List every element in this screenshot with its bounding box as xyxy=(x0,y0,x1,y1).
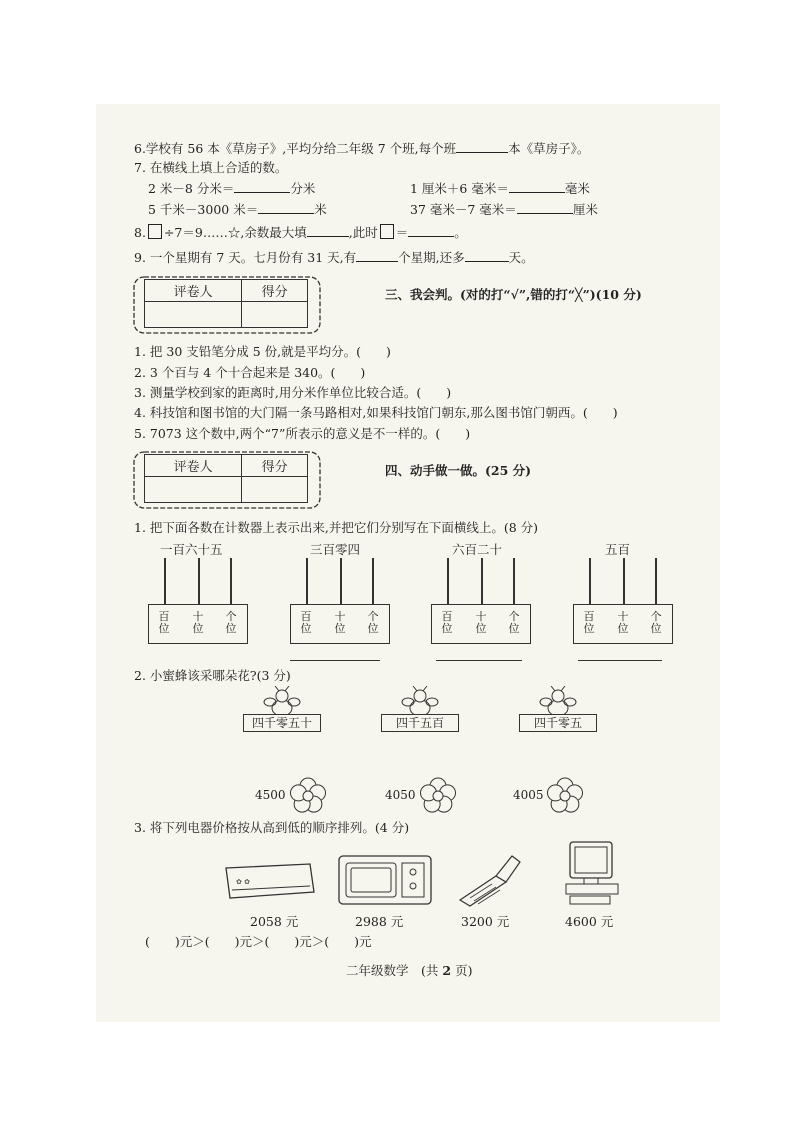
place-label xyxy=(440,611,454,635)
grader-header: 评卷人 xyxy=(145,280,242,302)
answer-blank[interactable] xyxy=(258,201,314,214)
answer-blank[interactable] xyxy=(234,180,290,193)
answer-blank[interactable] xyxy=(456,140,508,153)
place-label xyxy=(157,611,171,635)
place-top: 十 xyxy=(334,610,346,623)
place-label xyxy=(299,611,313,635)
place-top: 百 xyxy=(158,610,170,623)
q8-end: 。 xyxy=(454,225,467,240)
answer-blank[interactable] xyxy=(307,224,349,237)
place-label xyxy=(191,611,205,635)
section-4-q3: 3. 将下列电器价格按从高到低的顺序排列。(4 分) xyxy=(134,820,410,835)
place-bottom: 位 xyxy=(225,622,237,635)
price-3: 3200 元 xyxy=(461,914,510,929)
abacus-rod xyxy=(655,558,657,604)
microwave-icon xyxy=(336,852,434,908)
abacus-rod xyxy=(372,558,374,604)
expr: 2 米－8 分米＝ xyxy=(148,181,235,196)
question-7-row1a xyxy=(148,180,315,197)
grader-header: 评卷人 xyxy=(145,455,242,477)
question-8 xyxy=(134,224,467,241)
unit: 毫米 xyxy=(564,181,590,196)
air-conditioner-icon xyxy=(222,862,316,902)
answer-line[interactable] xyxy=(290,660,380,661)
answer-line[interactable] xyxy=(578,660,662,661)
judge-item-4: 4. 科技馆和图书馆的大门隔一条马路相对,如果科技馆门朝东,那么图书馆门朝西。( ) xyxy=(134,405,618,420)
place-top: 百 xyxy=(300,610,312,623)
place-top: 百 xyxy=(441,610,453,623)
place-top: 十 xyxy=(192,610,204,623)
flower-value-2: 4050 xyxy=(385,788,416,802)
answer-blank[interactable] xyxy=(465,249,509,262)
place-label xyxy=(474,611,488,635)
place-label xyxy=(649,611,663,635)
price-2: 2988 元 xyxy=(355,914,404,929)
flower-value-3: 4005 xyxy=(513,788,544,802)
score-box xyxy=(130,448,324,512)
bee-card-1[interactable]: 四千零五十 xyxy=(243,714,321,732)
judge-item-2: 2. 3 个百与 4 个十合起来是 340。( ) xyxy=(134,365,366,380)
mobile-phone-icon xyxy=(456,852,522,908)
question-7-row2b xyxy=(410,201,598,218)
q8-num: 8. xyxy=(134,225,146,240)
flower-value-1: 4500 xyxy=(255,788,286,802)
bee-card-3[interactable]: 四千零五 xyxy=(519,714,597,732)
q8-text: ÷7＝9……☆,余数最大填 xyxy=(163,225,307,240)
expr: 5 千米－3000 米＝ xyxy=(148,202,259,217)
expr: 37 毫米－7 毫米＝ xyxy=(410,202,517,217)
footer-page-count: 2 xyxy=(442,963,452,978)
answer-blank[interactable] xyxy=(408,224,454,237)
question-6-text-end: 本《草房子》。 xyxy=(508,141,590,156)
place-bottom: 位 xyxy=(441,622,453,635)
abacus-label-2: 三百零四 xyxy=(310,542,361,557)
abacus-rod xyxy=(306,558,308,604)
question-6-text: 6.学校有 56 本《草房子》,平均分给二年级 7 个班,每个班 xyxy=(134,141,457,156)
section-4-title: 四、动手做一做。(25 分) xyxy=(385,463,532,478)
answer-box[interactable] xyxy=(148,224,162,239)
question-6 xyxy=(134,140,589,157)
place-bottom: 位 xyxy=(300,622,312,635)
score-cell[interactable] xyxy=(242,477,308,503)
order-answer[interactable]: ( )元＞( )元＞( )元＞( )元 xyxy=(145,934,372,949)
svg-text:✿ ✿: ✿ ✿ xyxy=(236,878,250,886)
q8-text2: ,此时 xyxy=(348,225,378,240)
place-label xyxy=(582,611,596,635)
question-7-row1b xyxy=(410,180,590,197)
flower-icon[interactable] xyxy=(288,776,328,816)
place-top: 个 xyxy=(508,610,520,623)
place-bottom: 位 xyxy=(617,622,629,635)
abacus-rod xyxy=(589,558,591,604)
unit: 分米 xyxy=(290,181,316,196)
answer-blank[interactable] xyxy=(509,180,565,193)
section-4-q1: 1. 把下面各数在计数器上表示出来,并把它们分别写在下面横线上。(8 分) xyxy=(134,520,539,535)
place-top: 十 xyxy=(617,610,629,623)
footer-page-suffix: 页) xyxy=(455,963,473,978)
score-table xyxy=(144,454,308,503)
grader-cell[interactable] xyxy=(145,477,242,503)
abacus-3[interactable] xyxy=(431,604,531,644)
score-header: 得分 xyxy=(242,280,308,302)
answer-blank[interactable] xyxy=(517,201,573,214)
abacus-rod xyxy=(481,558,483,604)
price-4: 4600 元 xyxy=(565,914,614,929)
abacus-label-1: 一百六十五 xyxy=(160,542,223,557)
footer xyxy=(346,963,472,979)
question-7-row2a xyxy=(148,201,327,218)
place-top: 个 xyxy=(650,610,662,623)
flower-icon[interactable] xyxy=(545,776,585,816)
footer-page-prefix: (共 xyxy=(421,963,439,978)
section-4-q2: 2. 小蜜蜂该采哪朵花?(3 分) xyxy=(134,668,291,683)
section-3-title: 三、我会判。(对的打“√”,错的打“╳”)(10 分) xyxy=(385,287,642,302)
place-top: 十 xyxy=(475,610,487,623)
abacus-rod xyxy=(230,558,232,604)
abacus-rod xyxy=(513,558,515,604)
q8-eq: ＝ xyxy=(395,225,409,240)
judge-item-5: 5. 7073 这个数中,两个“7”所表示的意义是不一样的。( ) xyxy=(134,426,471,441)
q9-end: 天。 xyxy=(508,250,534,265)
place-top: 个 xyxy=(367,610,379,623)
abacus-4[interactable] xyxy=(573,604,673,644)
q9-text: 9. 一个星期有 7 天。七月份有 31 天,有 xyxy=(134,250,357,265)
score-cell[interactable] xyxy=(242,302,308,328)
abacus-rod xyxy=(198,558,200,604)
score-box xyxy=(130,273,324,337)
place-bottom: 位 xyxy=(367,622,379,635)
place-label xyxy=(507,611,521,635)
place-bottom: 位 xyxy=(583,622,595,635)
place-label xyxy=(366,611,380,635)
place-label xyxy=(616,611,630,635)
place-label xyxy=(224,611,238,635)
question-9 xyxy=(134,249,534,266)
place-top: 个 xyxy=(225,610,237,623)
place-bottom: 位 xyxy=(334,622,346,635)
judge-item-1: 1. 把 30 支铅笔分成 5 份,就是平均分。( ) xyxy=(134,344,391,359)
score-header: 得分 xyxy=(242,455,308,477)
abacus-1[interactable] xyxy=(148,604,248,644)
place-bottom: 位 xyxy=(650,622,662,635)
computer-icon xyxy=(564,840,620,910)
place-label xyxy=(333,611,347,635)
place-bottom: 位 xyxy=(192,622,204,635)
abacus-label-3: 六百二十 xyxy=(452,542,503,557)
flower-icon[interactable] xyxy=(418,776,458,816)
footer-subject: 二年级数学 xyxy=(346,963,409,978)
place-bottom: 位 xyxy=(508,622,520,635)
unit: 米 xyxy=(314,202,327,217)
bee-card-2[interactable]: 四千五百 xyxy=(381,714,459,732)
q9-text2: 个星期,还多 xyxy=(398,250,465,265)
unit: 厘米 xyxy=(572,202,598,217)
abacus-label-4: 五百 xyxy=(605,542,631,557)
abacus-rod xyxy=(447,558,449,604)
expr: 1 厘米＋6 毫米＝ xyxy=(410,181,509,196)
answer-box[interactable] xyxy=(380,224,394,239)
abacus-rod xyxy=(340,558,342,604)
abacus-rod xyxy=(164,558,166,604)
grader-cell[interactable] xyxy=(145,302,242,328)
place-top: 百 xyxy=(583,610,595,623)
price-1: 2058 元 xyxy=(250,914,299,929)
score-table xyxy=(144,279,308,328)
answer-blank[interactable] xyxy=(356,249,398,262)
answer-line[interactable] xyxy=(436,660,522,661)
judge-item-3: 3. 测量学校到家的距离时,用分米作单位比较合适。( ) xyxy=(134,385,452,400)
abacus-2[interactable] xyxy=(290,604,390,644)
place-bottom: 位 xyxy=(158,622,170,635)
place-bottom: 位 xyxy=(475,622,487,635)
question-7-title: 7. 在横线上填上合适的数。 xyxy=(134,160,288,175)
abacus-rod xyxy=(623,558,625,604)
